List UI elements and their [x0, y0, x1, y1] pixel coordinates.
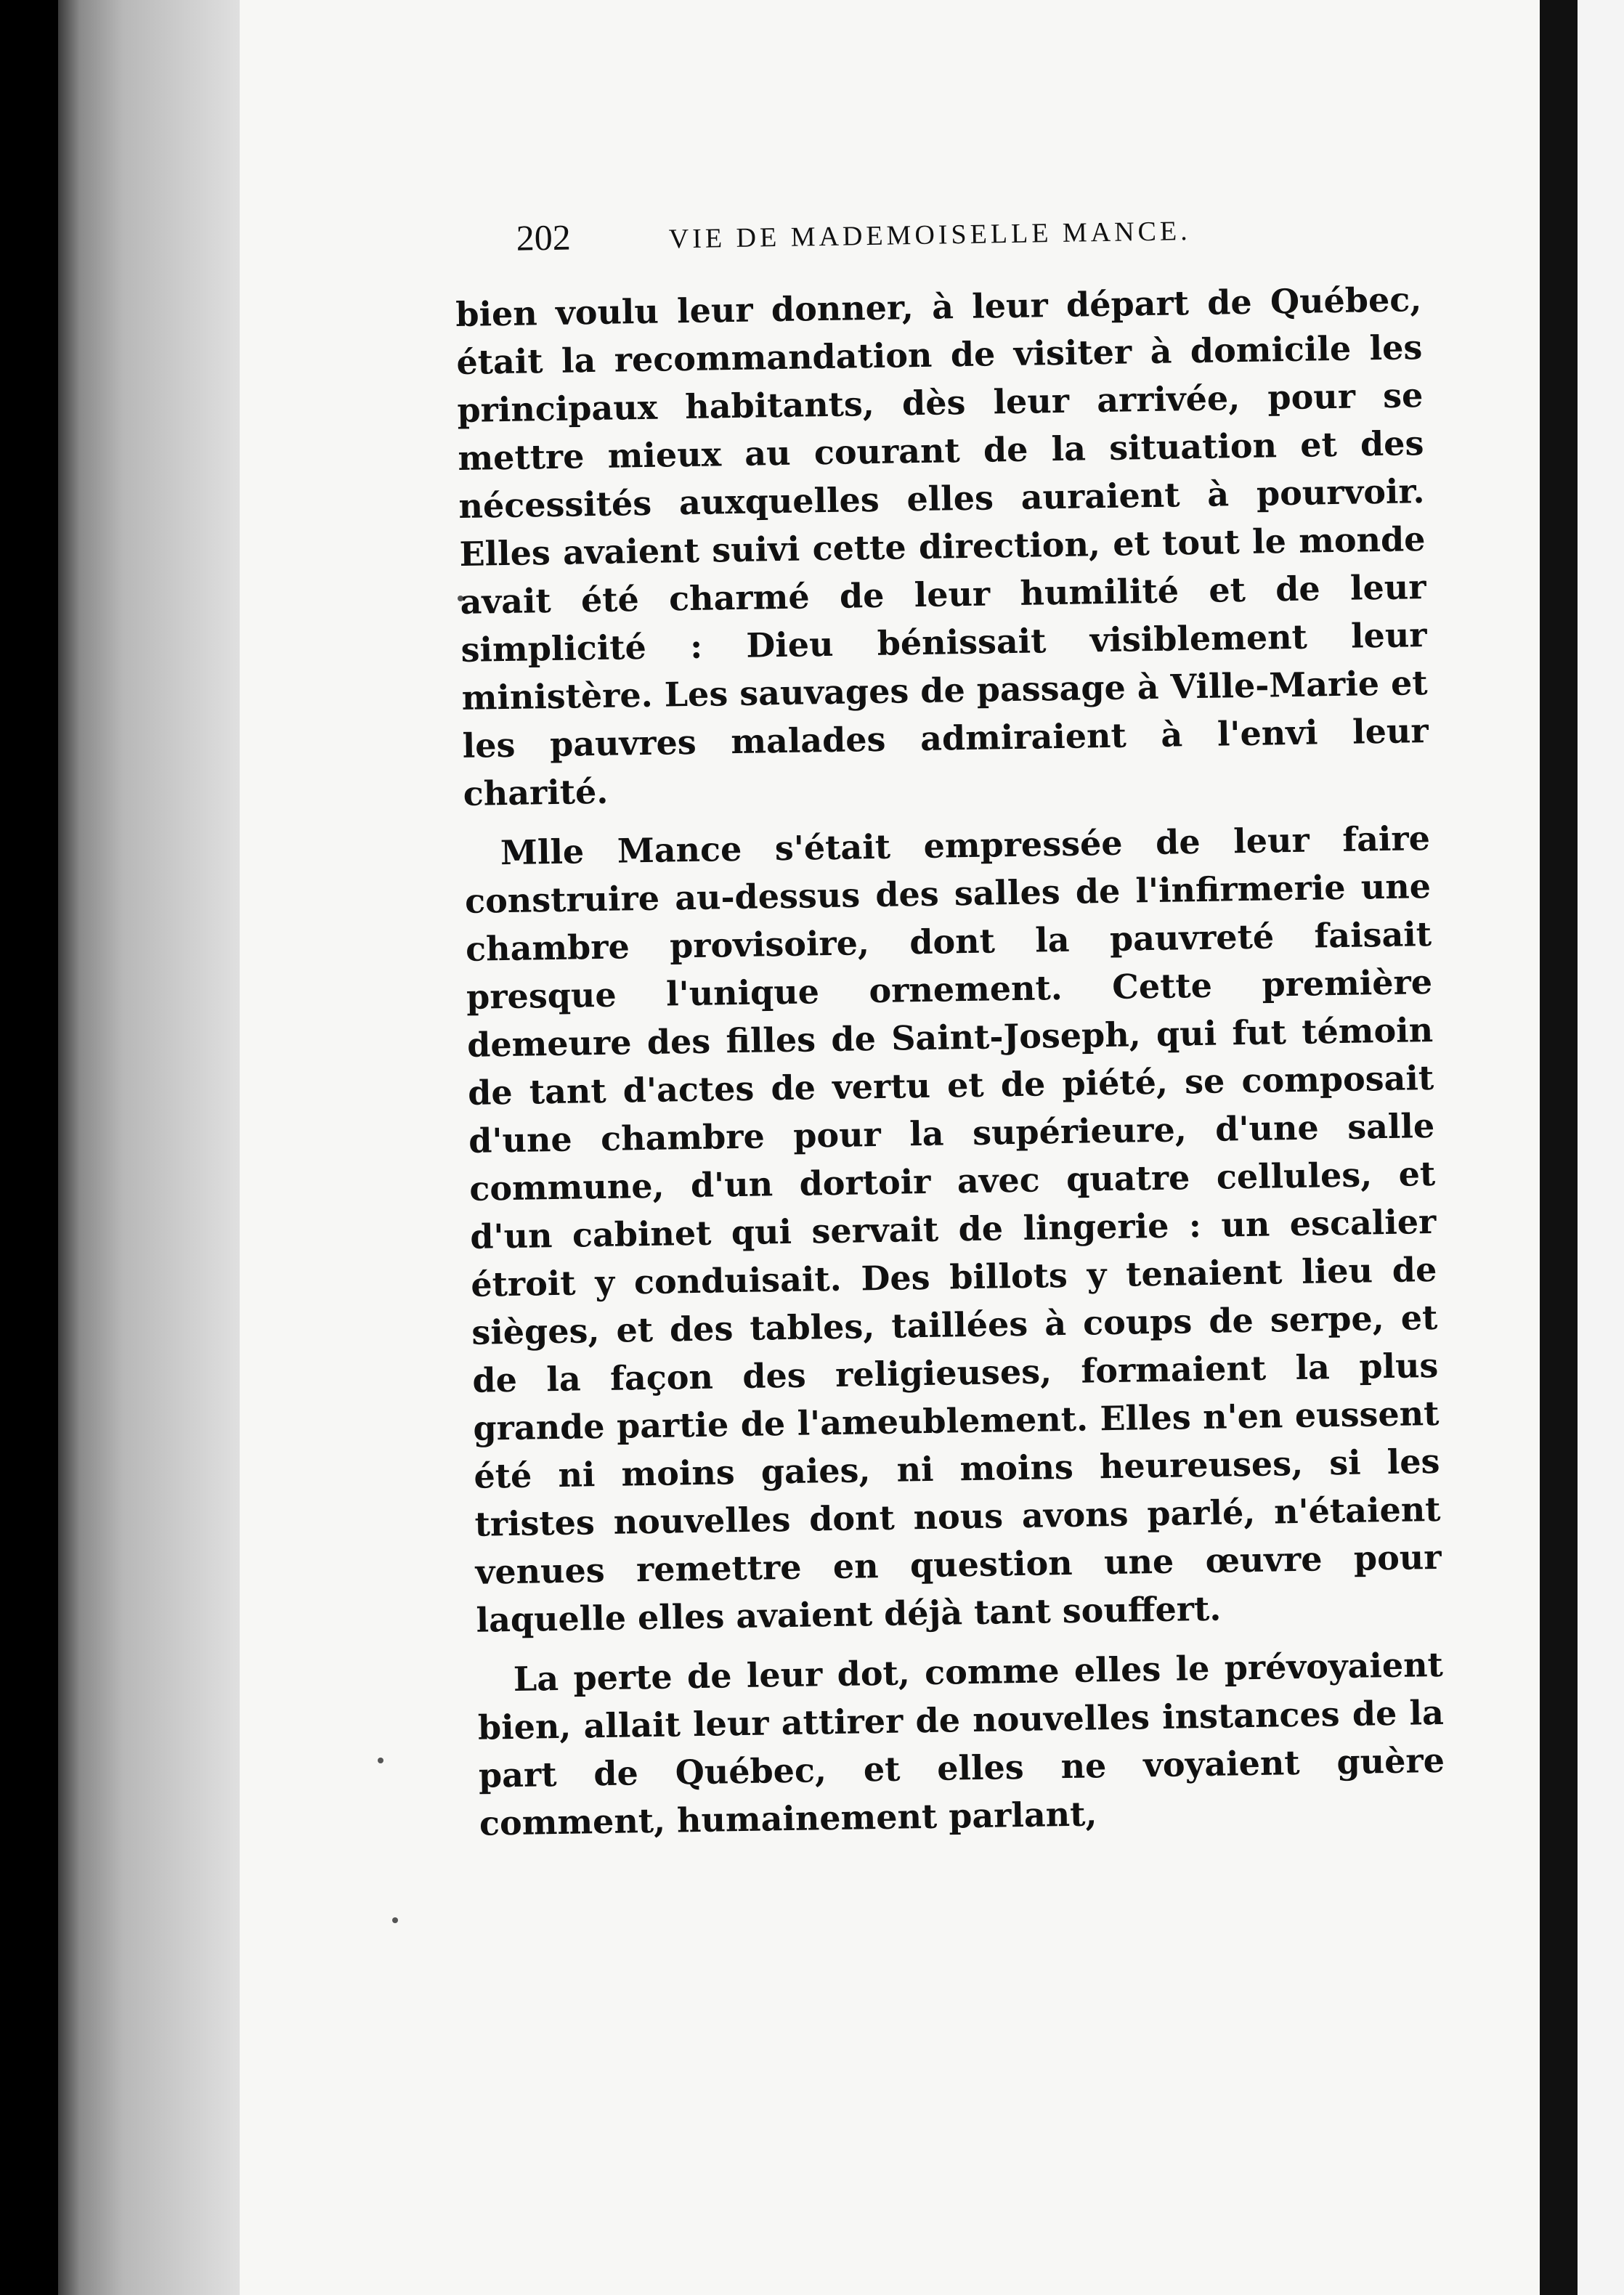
page-body — [454, 188, 1446, 1859]
page-number: 202 — [516, 216, 572, 259]
page-edge-shadow — [1540, 0, 1578, 2295]
scan-speck — [378, 1758, 383, 1763]
paragraph-1: bien voulu leur donner, à leur départ de Québec, était la recommandation de visiter à domicile les principaux habitants, dès leur arrivée, pour se mettre mieux au courant de la situation et des nécessités auxquelles elles auraient à pourvoir. Elles avaient suivi cette direction, et tout le monde avait été charmé de leur humilité et de leur simplicité : Dieu bénissait visiblement leur ministère. Les sauvages de passage à Ville-Marie et les pauvres malades admiraient à l'envi leur charité. — [455, 280, 1429, 813]
next-page-edge — [1578, 0, 1624, 2295]
scan-speck — [392, 1917, 398, 1923]
paragraph-3: La perte de leur dot, comme elles le prévoyaient bien, allait leur attirer de nouvelles instances de la part de Québec, et elles ne voyaient guère comment, humainement parlant, — [477, 1644, 1445, 1843]
paragraph-2: Mlle Mance s'était empressée de leur faire construire au-dessus des salles de l'infirmerie une chambre provisoire, dont la pauvreté faisait presque l'unique ornement. Cette première demeure des filles de Saint-Joseph, qui fut témoin de tant d'actes de vertu et de piété, se composait d'une chambre pour la supérieure, d'une salle commune, d'un dortoir avec quatre cellules, et d'un cabinet qui servait de lingerie : un escalier étroit y conduisait. Des billots y tenaient lieu de sièges, et des tables, taillées à coups de serpe, et de la façon des religieuses, formaient la plus grande partie de l'ameublement. Elles n'en eussent été ni moins gaies, ni moins heureuses, si les tristes nouvelles dont nous avons parlé, n'étaient venues remettre en question une œuvre pour laquelle elles avaient déjà tant souffert. — [464, 819, 1442, 1640]
running-head — [516, 188, 1421, 290]
running-title: VIE DE MADEMOISELLE MANCE. — [668, 216, 1192, 255]
